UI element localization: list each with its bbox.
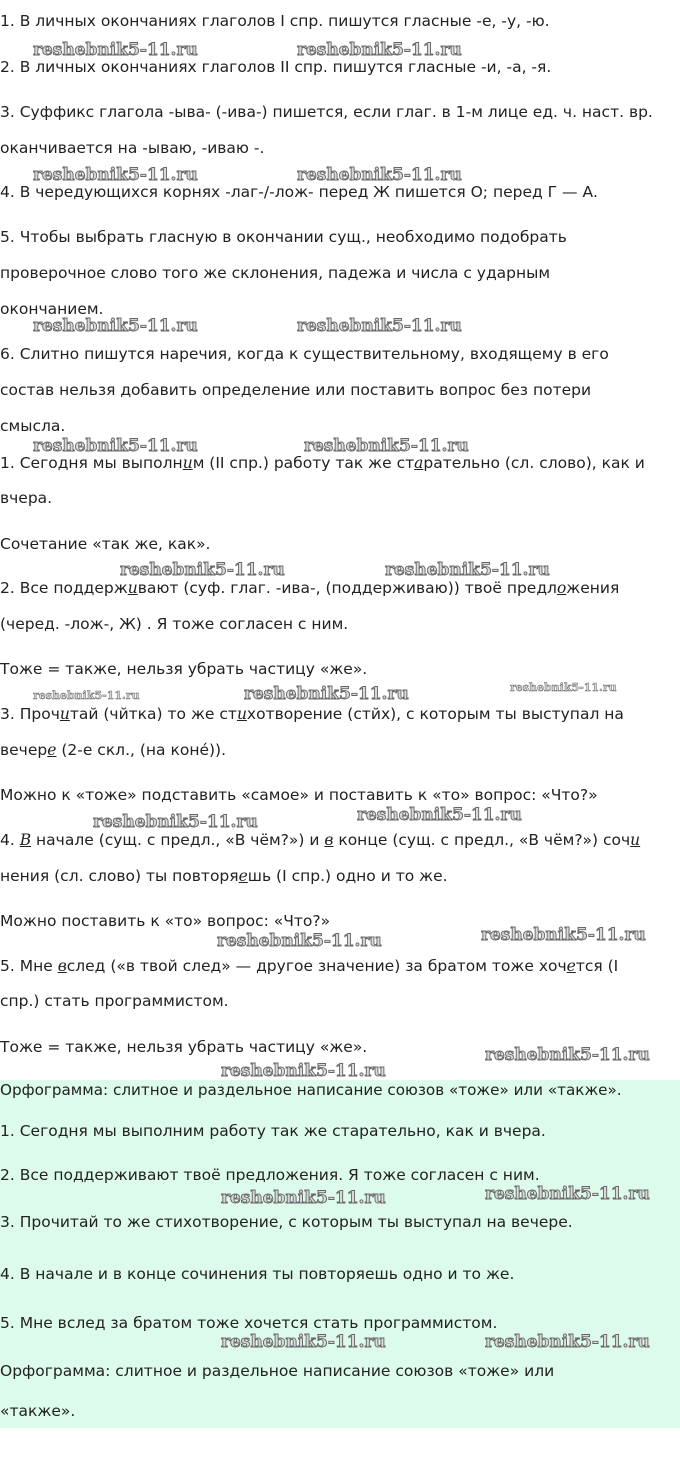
answer-line: 3. Прочитай то же стихотворение, с которым ты выступал на вечере. xyxy=(0,1213,573,1231)
answer-line: 2. Все поддерживают твоё предложения. Я тоже согласен с ним. xyxy=(0,1166,540,1184)
rule-line: 3. Суффикс глагола -ыва- (-ива-) пишется, если глаг. в 1-м лице ед. ч. наст. вр. xyxy=(0,103,653,121)
answer-line: 4. В начале и в конце сочинения ты повторяешь одно и то же. xyxy=(0,1265,515,1283)
answer-line: Орфограмма: слитное и раздельное написание союзов «тоже» или xyxy=(0,1362,555,1380)
analysis-line: (черед. -лож-, Ж) . Я тоже согласен с ним. xyxy=(0,615,349,633)
analysis-note: Можно к «тоже» подставить «самое» и поставить к «то» вопрос: «Что?» xyxy=(0,786,598,804)
analysis-line: 2. Все поддерживают (суф. глаг. -ива-, (поддерживаю)) твоё предложения xyxy=(0,579,620,597)
watermark-text: reshebnik5-11.ru xyxy=(297,316,462,336)
analysis-line: 4. В начале (сущ. с предл., «В чём?») и в конце (сущ. с предл., «В чём?») сочи xyxy=(0,831,641,849)
watermark-text: reshebnik5-11.ru xyxy=(485,1332,650,1352)
answer-line: 5. Мне вслед за братом тоже хочется стать программистом. xyxy=(0,1314,498,1332)
analysis-line: вечере (2-е скл., (на коне́)). xyxy=(0,741,227,759)
analysis-line: 5. Мне вслед («в твой след» — другое значение) за братом тоже хочется (I xyxy=(0,957,619,975)
watermark-text: reshebnik5-11.ru xyxy=(33,165,198,185)
analysis-note: Сочетание «так же, как». xyxy=(0,535,211,553)
rule-line: 6. Слитно пишутся наречия, когда к существительному, входящему в его xyxy=(0,345,609,363)
rule-line: смысла. xyxy=(0,417,66,435)
watermark-text: reshebnik5-11.ru xyxy=(120,560,285,580)
watermark-text: reshebnik5-11.ru xyxy=(510,681,617,694)
watermark-text: reshebnik5-11.ru xyxy=(481,925,646,945)
analysis-line: 3. Прочитай (чйтка) то же стихотворение (стйх), с которым ты выступал на xyxy=(0,705,624,723)
rule-line: 1. В личных окончаниях глаголов I спр. пишутся гласные -е, -у, -ю. xyxy=(0,12,550,30)
watermark-text: reshebnik5-11.ru xyxy=(217,931,382,951)
analysis-line: вчера. xyxy=(0,489,53,507)
analysis-line: нения (сл. слово) ты повторяешь (I спр.) одно и то же. xyxy=(0,867,448,885)
analysis-line: спр.) стать программистом. xyxy=(0,992,229,1010)
watermark-text: reshebnik5-11.ru xyxy=(385,560,550,580)
watermark-text: reshebnik5-11.ru xyxy=(304,436,469,456)
watermark-text: reshebnik5-11.ru xyxy=(33,436,198,456)
watermark-text: reshebnik5-11.ru xyxy=(297,40,462,60)
answer-line: 1. Сегодня мы выполним работу так же старательно, как и вчера. xyxy=(0,1122,546,1140)
watermark-text: reshebnik5-11.ru xyxy=(33,316,198,336)
watermark-text: reshebnik5-11.ru xyxy=(357,805,522,825)
watermark-text: reshebnik5-11.ru xyxy=(297,165,462,185)
rule-line: проверочное слово того же склонения, падежа и числа с ударным xyxy=(0,264,551,282)
watermark-text: reshebnik5-11.ru xyxy=(485,1184,650,1204)
rule-line: состав нельзя добавить определение или поставить вопрос без потери xyxy=(0,381,592,399)
analysis-line: 1. Сегодня мы выполним (II спр.) работу так же старательно (сл. слово), как и xyxy=(0,454,645,472)
watermark-text: reshebnik5-11.ru xyxy=(33,689,140,702)
rule-line: оканчивается на -ываю, -иваю -. xyxy=(0,139,265,157)
analysis-note: Можно поставить к «то» вопрос: «Что?» xyxy=(0,912,331,930)
answer-line: «также». xyxy=(0,1402,76,1420)
watermark-text: reshebnik5-11.ru xyxy=(221,1188,386,1208)
rule-line: окончанием. xyxy=(0,300,104,318)
watermark-text: reshebnik5-11.ru xyxy=(485,1045,650,1065)
analysis-note: Тоже = также, нельзя убрать частицу «же». xyxy=(0,660,368,678)
orthogram-line: Орфограмма: слитное и раздельное написание союзов «тоже» или «также». xyxy=(0,1081,622,1099)
watermark-text: reshebnik5-11.ru xyxy=(244,684,409,704)
rule-line: 5. Чтобы выбрать гласную в окончании сущ., необходимо подобрать xyxy=(0,228,567,246)
watermark-text: reshebnik5-11.ru xyxy=(221,1332,386,1352)
rule-line: 2. В личных окончаниях глаголов II спр. пишутся гласные -и, -а, -я. xyxy=(0,58,552,76)
rule-line: 4. В чередующихся корнях -лаг-/-лож- перед Ж пишется О; перед Г — А. xyxy=(0,183,598,201)
watermark-text: reshebnik5-11.ru xyxy=(93,812,258,832)
watermark-text: reshebnik5-11.ru xyxy=(221,1061,386,1081)
watermark-text: reshebnik5-11.ru xyxy=(33,40,198,60)
analysis-note: Тоже = также, нельзя убрать частицу «же». xyxy=(0,1038,368,1056)
